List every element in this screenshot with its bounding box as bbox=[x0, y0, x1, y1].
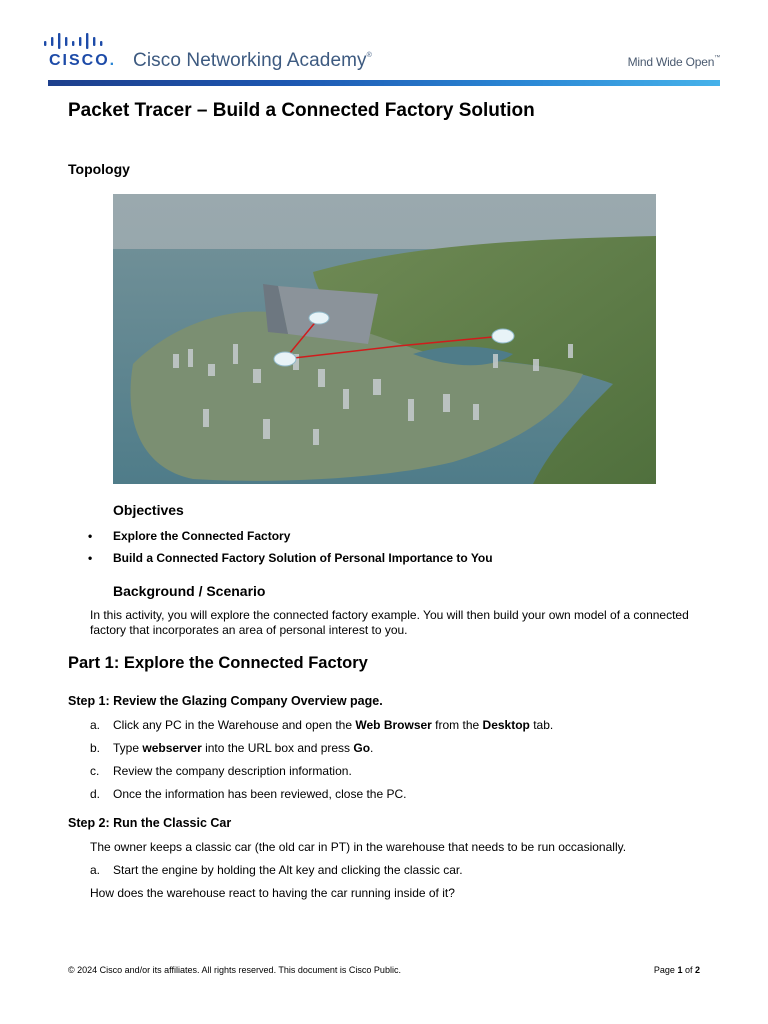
cisco-bars-icon bbox=[44, 33, 114, 49]
step1-item: d. Once the information has been reviewed, close the PC. bbox=[90, 787, 407, 801]
background-heading: Background / Scenario bbox=[113, 583, 266, 599]
step2-heading: Step 2: Run the Classic Car bbox=[68, 816, 232, 830]
objective-item: • Build a Connected Factory Solution of Personal Importance to You bbox=[88, 548, 493, 570]
step2-question: How does the warehouse react to having the car running inside of it? bbox=[90, 886, 455, 900]
step1-item: a. Click any PC in the Warehouse and open the Web Browser from the Desktop tab. bbox=[90, 718, 554, 732]
footer-copyright: © 2024 Cisco and/or its affiliates. All rights reserved. This document is Cisco Public. bbox=[68, 965, 401, 975]
topology-heading: Topology bbox=[68, 161, 130, 177]
topology-image bbox=[113, 194, 656, 484]
objectives-heading: Objectives bbox=[113, 502, 184, 518]
part1-heading: Part 1: Explore the Connected Factory bbox=[68, 654, 368, 672]
objective-item: • Explore the Connected Factory bbox=[88, 526, 493, 548]
cisco-logo-wordmark: CISCO. bbox=[49, 52, 117, 69]
academy-name: Cisco Networking Academy® bbox=[133, 50, 372, 71]
step1-list bbox=[90, 718, 553, 810]
step2-list bbox=[90, 863, 463, 886]
background-text: In this activity, you will explore the connected factory example. You will then build your own model of a connected factory that incorporates an area of personal interest to you. bbox=[90, 608, 689, 637]
step1-item: c. Review the company description information. bbox=[90, 764, 352, 778]
step2-item: a. Start the engine by holding the Alt key and clicking the classic car. bbox=[90, 863, 463, 877]
document-title: Packet Tracer – Build a Connected Factory Solution bbox=[68, 100, 535, 121]
step2-intro: The owner keeps a classic car (the old car in PT) in the warehouse that needs to be run occasionally. bbox=[90, 840, 627, 854]
step1-heading: Step 1: Review the Glazing Company Overview page. bbox=[68, 694, 383, 708]
step1-item: b. Type webserver into the URL box and press Go. bbox=[90, 741, 374, 755]
page-number: Page 1 of 2 bbox=[653, 965, 700, 975]
tagline: Mind Wide Open™ bbox=[627, 55, 720, 69]
objectives-list bbox=[88, 526, 493, 570]
page-header bbox=[0, 0, 768, 90]
header-gradient-rule bbox=[48, 80, 720, 86]
